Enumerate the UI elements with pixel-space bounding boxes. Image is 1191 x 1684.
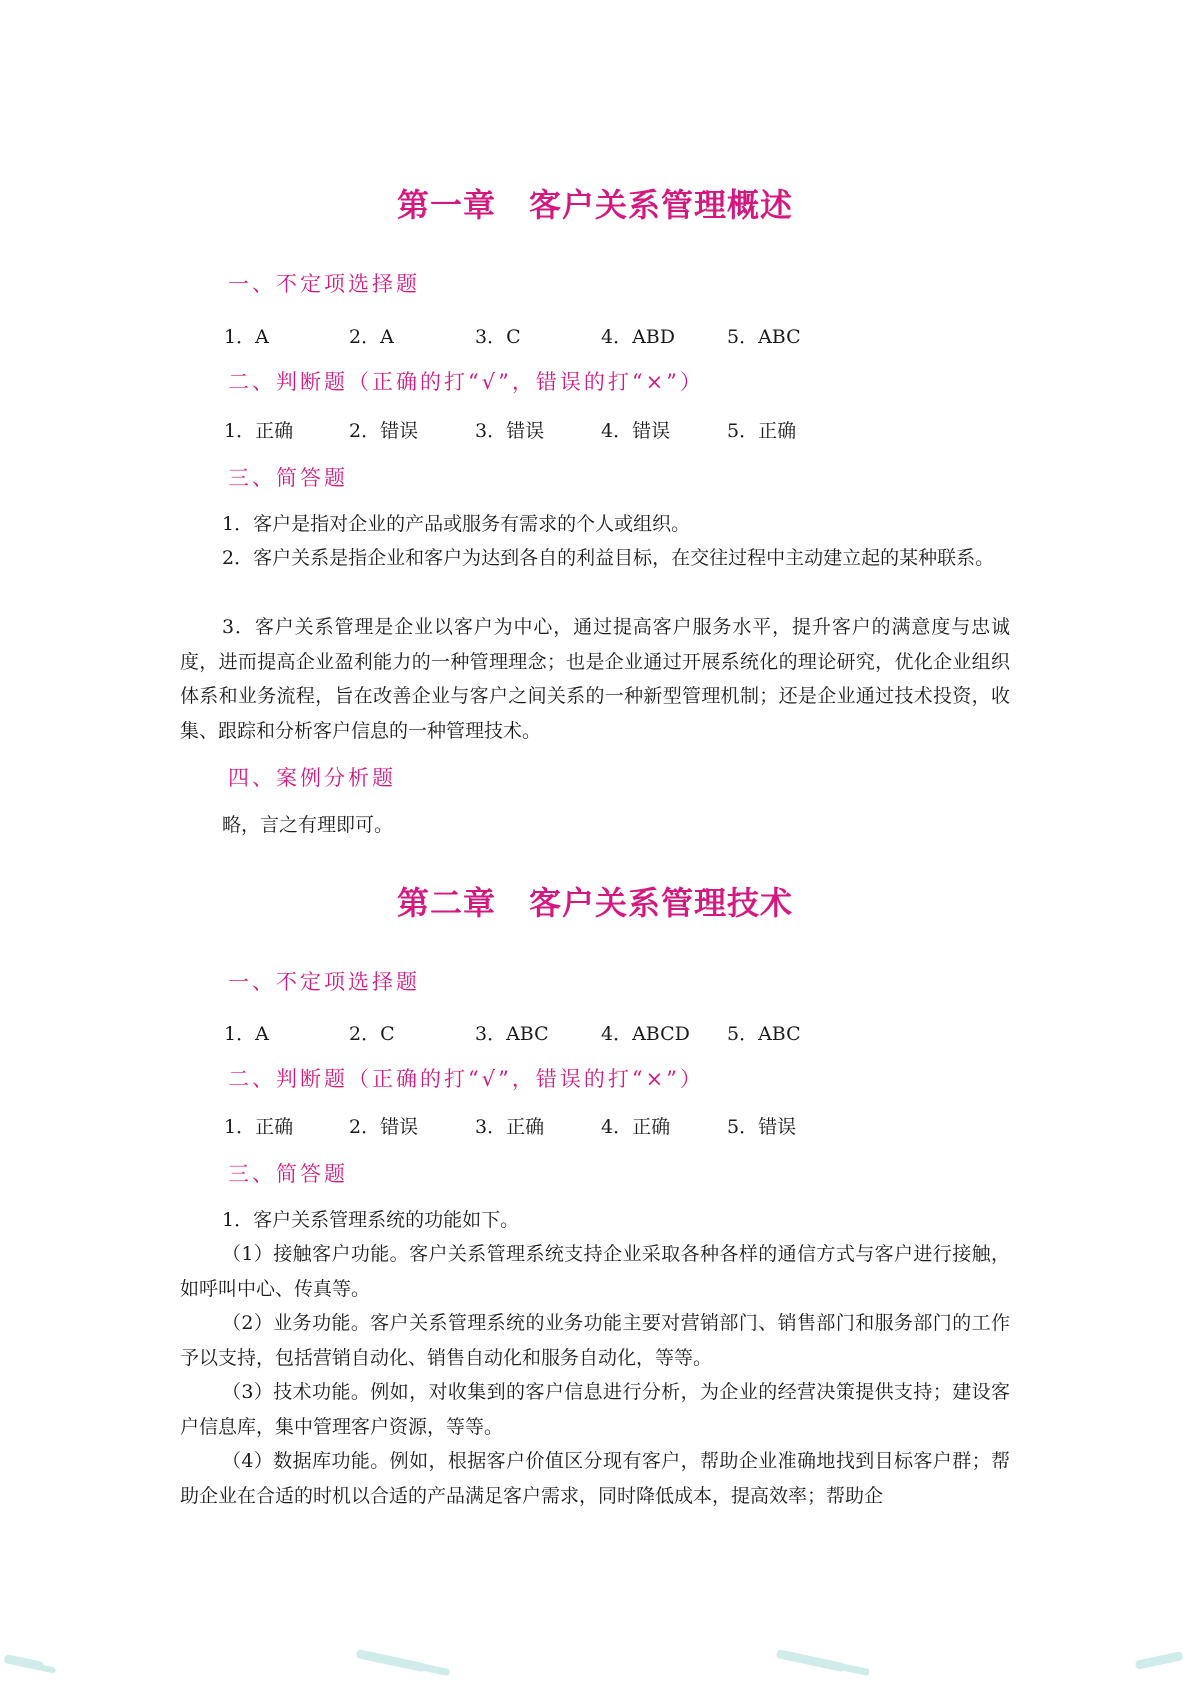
chapter-2-function-4: （4）数据库功能。例如，根据客户价值区分现有客户，帮助企业准确地找到目标客户群；帮助企业在合适的时机以合适的产品满足客户需求，同时降低成本，提高效率；帮助企 [180,1450,1010,1507]
answer-item: 3．错误 [475,420,545,442]
chapter-1-section-1-heading: 一、不定项选择题 [228,272,420,296]
chapter-1-section-2-heading: 二、判断题（正确的打“√”，错误的打“×”） [228,370,704,394]
answer-item: 4．ABD [601,326,676,348]
answer-item: 3．C [475,326,521,348]
answer-item: 4．错误 [601,420,671,442]
answer-item: 5．正确 [727,420,797,442]
chapter-1-case-answer: 略，言之有理即可。 [222,814,394,836]
chapter-2-section-2-heading: 二、判断题（正确的打“√”，错误的打“×”） [228,1067,704,1091]
publisher-watermark-icon [350,1648,470,1678]
publisher-watermark-icon [0,1648,70,1678]
chapter-1-short-answer-3: 3．客户关系管理是企业以客户为中心，通过提高客户服务水平，提升客户的满意度与忠诚度，进而提高企业盈利能力的一种管理理念；也是企业通过开展系统化的理论研究，优化企业组织体系和业务流程，旨在改善企业与客户之间关系的一种新型管理机制；还是企业通过技术投资，收集、跟踪和分析客户信息的一种管理技术。 [180,616,1010,742]
chapter-2-function-2: （2）业务功能。客户关系管理系统的业务功能主要对营销部门、销售部门和服务部门的工作予以支持，包括营销自动化、销售自动化和服务自动化，等等。 [180,1312,1010,1369]
answer-item: 1．A [224,326,269,348]
chapter-1-section-3-heading: 三、简答题 [228,466,348,490]
answer-item: 1．A [224,1023,269,1045]
answer-item: 2．C [349,1023,395,1045]
answer-item: 5．错误 [727,1116,797,1138]
chapter-1-short-answer-2: 2．客户关系是指企业和客户为达到各自的利益目标，在交往过程中主动建立起的某种联系。 [222,547,995,569]
chapter-1-title: 第一章 客户关系管理概述 [396,186,793,224]
answer-item: 1．正确 [224,1116,294,1138]
answer-item: 2．错误 [349,420,419,442]
answer-item: 4．ABCD [601,1023,690,1045]
chapter-2-function-3: （3）技术功能。例如，对收集到的客户信息进行分析，为企业的经营决策提供支持；建设客户信息库，集中管理客户资源，等等。 [180,1381,1010,1438]
publisher-watermark-icon [770,1648,890,1678]
chapter-2-title: 第二章 客户关系管理技术 [396,884,793,922]
answer-item: 5．ABC [727,326,801,348]
publisher-watermark-icon [1121,1648,1191,1678]
answer-item: 3．ABC [475,1023,549,1045]
chapter-2-short-answer-intro: 1．客户关系管理系统的功能如下。 [222,1209,520,1231]
answer-item: 2．错误 [349,1116,419,1138]
answer-item: 3．正确 [475,1116,545,1138]
answer-item: 5．ABC [727,1023,801,1045]
chapter-1-section-4-heading: 四、案例分析题 [228,766,396,790]
answer-item: 4．正确 [601,1116,671,1138]
chapter-2-section-1-heading: 一、不定项选择题 [228,970,420,994]
chapter-1-short-answer-1: 1．客户是指对企业的产品或服务有需求的个人或组织。 [222,513,691,535]
chapter-2-section-3-heading: 三、简答题 [228,1162,348,1186]
answer-item: 1．正确 [224,420,294,442]
answer-item: 2．A [349,326,394,348]
chapter-2-function-1: （1）接触客户功能。客户关系管理系统支持企业采取各种各样的通信方式与客户进行接触，如呼叫中心、传真等。 [180,1243,1010,1300]
